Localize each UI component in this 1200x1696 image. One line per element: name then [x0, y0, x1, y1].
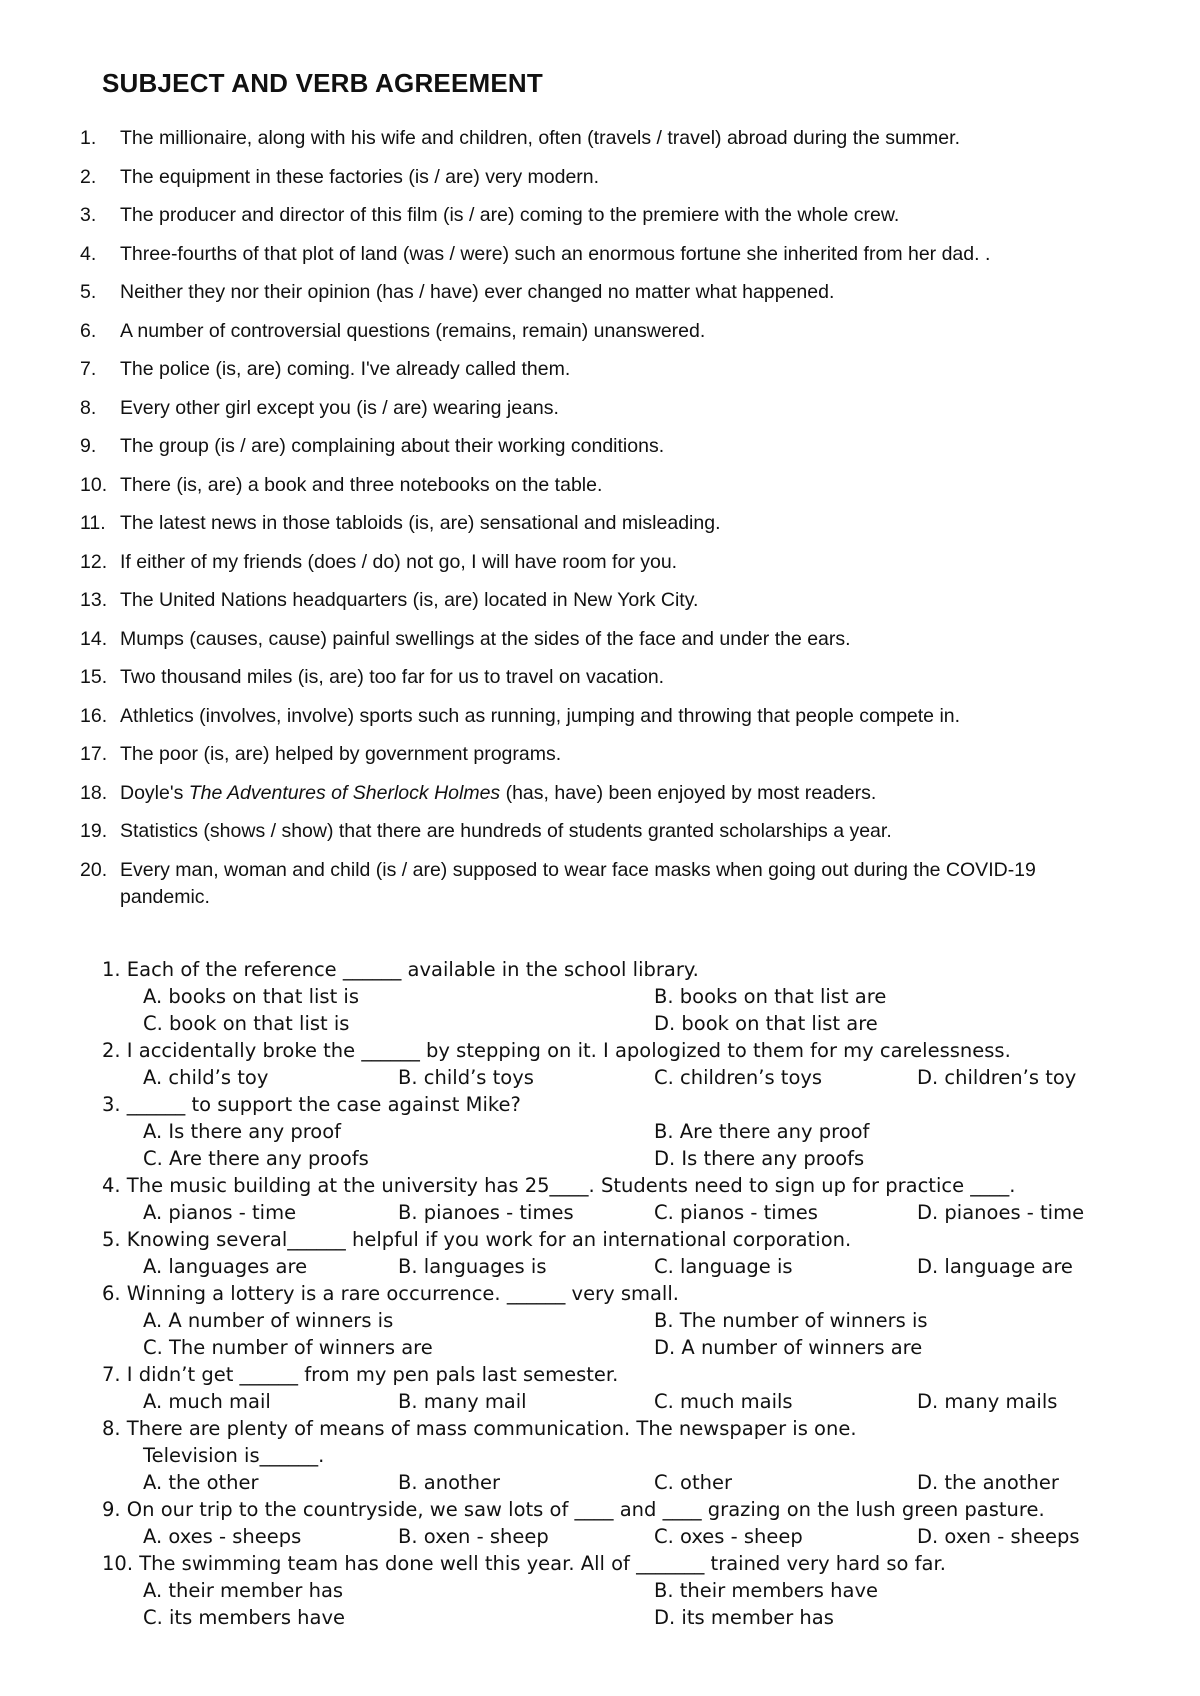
- answer-option: C. The number of winners are: [143, 1336, 433, 1359]
- question: [0, 1091, 1200, 1172]
- options-row: [0, 1388, 1200, 1415]
- question-stem: 1. Each of the reference ______ available in the school library.: [102, 958, 699, 981]
- answer-option: B. books on that list are: [654, 985, 887, 1008]
- answer-option: D. many mails: [917, 1390, 1058, 1413]
- answer-option: A. much mail: [143, 1390, 271, 1413]
- item-number: 13.: [80, 589, 108, 611]
- answer-option: B. Are there any proof: [654, 1120, 870, 1143]
- answer-option: C. other: [654, 1471, 732, 1494]
- item-number: 19.: [80, 820, 108, 842]
- item-number: 11.: [80, 512, 106, 534]
- answer-option: B. languages is: [398, 1255, 547, 1278]
- answer-option: D. children’s toy: [917, 1066, 1077, 1089]
- item-text: (has, have) been enjoyed by most readers.: [500, 781, 877, 804]
- item-text: The millionaire, along with his wife and children, often (travels / travel) abroad during the summer.: [120, 127, 960, 149]
- question: [0, 1550, 1200, 1631]
- item-text: The group (is / are) complaining about their working conditions.: [120, 435, 665, 457]
- question-stem: 9. On our trip to the countryside, we saw lots of ____ and ____ grazing on the lush green pasture.: [102, 1498, 1045, 1521]
- item-text: If either of my friends (does / do) not go, I will have room for you.: [120, 550, 678, 573]
- question-stem: 5. Knowing several______ helpful if you work for an international corporation.: [102, 1228, 852, 1251]
- question-stem: 4. The music building at the university has 25____. Students need to sign up for practice ____.: [102, 1174, 1016, 1197]
- question-stem: 10. The swimming team has done well this year. All of _______ trained very hard so far.: [102, 1552, 946, 1575]
- exercise-1-item: [80, 780, 1130, 807]
- item-text: The latest news in those tabloids (is, are) sensational and misleading.: [120, 512, 721, 534]
- exercise-1-item: [80, 395, 1130, 422]
- answer-option: C. much mails: [654, 1390, 793, 1413]
- question-stem: 7. I didn’t get ______ from my pen pals last semester.: [102, 1363, 619, 1386]
- question: [0, 1361, 1200, 1415]
- question: [0, 1496, 1200, 1550]
- options-row: [0, 1334, 1200, 1361]
- question-stem: 8. There are plenty of means of mass communication. The newspaper is one.: [102, 1417, 857, 1440]
- item-text: The producer and director of this film (is / are) coming to the premiere with the whole crew.: [120, 204, 900, 226]
- answer-option: A. books on that list is: [143, 985, 359, 1008]
- item-number: 1.: [80, 127, 97, 149]
- exercise-1-item: [80, 279, 1130, 306]
- page-title: SUBJECT AND VERB AGREEMENT: [102, 68, 543, 98]
- exercise-2-list: [0, 956, 1200, 1631]
- exercise-1-item: [80, 356, 1130, 383]
- item-number: 20.: [80, 858, 108, 881]
- options-row: [0, 1253, 1200, 1280]
- question: [0, 1280, 1200, 1361]
- options-row: [0, 1307, 1200, 1334]
- options-row: [0, 1118, 1200, 1145]
- exercise-1-item: [80, 587, 1130, 614]
- item-number: 14.: [80, 627, 108, 650]
- book-title: The Adventures of Sherlock Holmes: [188, 781, 501, 804]
- answer-option: A. the other: [143, 1471, 259, 1494]
- answer-option: A. child’s toy: [143, 1066, 269, 1089]
- item-number: 17.: [80, 743, 108, 765]
- answer-option: C. oxes - sheep: [654, 1525, 803, 1548]
- exercise-1-item: [80, 857, 1130, 911]
- item-number: 4.: [80, 242, 97, 265]
- answer-option: B. their members have: [654, 1579, 878, 1602]
- exercise-1-item: [80, 703, 1130, 730]
- exercise-1-item: [80, 164, 1130, 191]
- item-text: The police (is, are) coming. I've already called them.: [120, 358, 571, 380]
- answer-option: C. Are there any proofs: [143, 1147, 369, 1170]
- options-row: [0, 1577, 1200, 1604]
- item-number: 9.: [80, 435, 97, 457]
- options-row: [0, 1145, 1200, 1172]
- item-text: The equipment in these factories (is / are) very modern.: [120, 165, 600, 188]
- answer-option: D. the another: [917, 1471, 1059, 1494]
- question-stem-continued: Television is______.: [143, 1444, 325, 1467]
- options-row: [0, 1604, 1200, 1631]
- exercise-1-item: [80, 626, 1130, 653]
- item-number: 8.: [80, 396, 97, 419]
- item-number: 6.: [80, 319, 97, 342]
- answer-option: D. book on that list are: [654, 1012, 878, 1035]
- exercise-1-item: [80, 510, 1130, 537]
- item-text: Doyle's: [120, 781, 189, 804]
- exercise-1-item: [80, 664, 1130, 691]
- answer-option: B. child’s toys: [398, 1066, 534, 1089]
- options-row: [0, 1199, 1200, 1226]
- item-text: There (is, are) a book and three notebooks on the table.: [120, 473, 603, 496]
- options-row: [0, 1010, 1200, 1037]
- answer-option: D. language are: [917, 1255, 1073, 1278]
- question: [0, 1226, 1200, 1280]
- answer-option: C. book on that list is: [143, 1012, 350, 1035]
- exercise-1-list: [0, 125, 1200, 922]
- answer-option: D. oxen - sheeps: [917, 1525, 1080, 1548]
- item-text: Athletics (involves, involve) sports such as running, jumping and throwing that people compete in.: [120, 704, 961, 727]
- item-number: 5.: [80, 281, 97, 303]
- item-text: Statistics (shows / show) that there are hundreds of students granted scholarships a year.: [120, 820, 892, 842]
- answer-option: B. another: [398, 1471, 501, 1494]
- item-text: The United Nations headquarters (is, are) located in New York City.: [120, 589, 699, 611]
- item-number: 12.: [80, 550, 108, 573]
- item-number: 7.: [80, 358, 97, 380]
- item-text: Two thousand miles (is, are) too far for us to travel on vacation.: [120, 666, 665, 688]
- answer-option: A. their member has: [143, 1579, 344, 1602]
- exercise-1-item: [80, 741, 1130, 768]
- item-number: 16.: [80, 704, 108, 727]
- answer-option: A. languages are: [143, 1255, 308, 1278]
- question-stem: 2. I accidentally broke the ______ by stepping on it. I apologized to them for my carelessness.: [102, 1039, 1011, 1062]
- item-text: Three-fourths of that plot of land (was / were) such an enormous fortune she inherited from her dad. .: [120, 242, 991, 265]
- options-row: [0, 1469, 1200, 1496]
- options-row: [0, 1064, 1200, 1091]
- answer-option: B. The number of winners is: [654, 1309, 928, 1332]
- answer-option: D. A number of winners are: [654, 1336, 923, 1359]
- item-text: A number of controversial questions (remains, remain) unanswered.: [120, 319, 706, 342]
- answer-option: C. its members have: [143, 1606, 346, 1629]
- question: [0, 1037, 1200, 1091]
- question: [0, 956, 1200, 1037]
- answer-option: B. many mail: [398, 1390, 527, 1413]
- exercise-1-item: [80, 318, 1130, 345]
- exercise-1-item: [80, 241, 1130, 268]
- item-number: 15.: [80, 666, 108, 688]
- answer-option: D. its member has: [654, 1606, 834, 1629]
- item-text: Neither they nor their opinion (has / have) ever changed no matter what happened.: [120, 281, 835, 303]
- exercise-1-item: [80, 202, 1130, 229]
- item-text: Every other girl except you (is / are) wearing jeans.: [120, 396, 559, 419]
- answer-option: C. pianos - times: [654, 1201, 818, 1224]
- answer-option: D. Is there any proofs: [654, 1147, 865, 1170]
- answer-option: B. oxen - sheep: [398, 1525, 549, 1548]
- item-number: 10.: [80, 473, 108, 496]
- answer-option: C. language is: [654, 1255, 793, 1278]
- answer-option: C. children’s toys: [654, 1066, 823, 1089]
- exercise-1-item: [80, 125, 1130, 152]
- exercise-1-item: [80, 472, 1130, 499]
- options-row: [0, 983, 1200, 1010]
- exercise-1-item: [80, 433, 1130, 460]
- answer-option: A. pianos - time: [143, 1201, 297, 1224]
- item-text: Mumps (causes, cause) painful swellings at the sides of the face and under the ears.: [120, 627, 851, 650]
- item-number: 3.: [80, 204, 97, 226]
- item-text: The poor (is, are) helped by government programs.: [120, 743, 562, 765]
- item-number: 2.: [80, 165, 97, 188]
- exercise-1-item: [80, 818, 1130, 845]
- question: [0, 1172, 1200, 1226]
- answer-option: D. pianoes - time: [917, 1201, 1085, 1224]
- question: [0, 1415, 1200, 1496]
- options-row: [0, 1523, 1200, 1550]
- question-stem: 3. ______ to support the case against Mike?: [102, 1093, 521, 1116]
- answer-option: A. oxes - sheeps: [143, 1525, 302, 1548]
- item-number: 18.: [80, 781, 108, 804]
- answer-option: A. A number of winners is: [143, 1309, 394, 1332]
- answer-option: B. pianoes - times: [398, 1201, 574, 1224]
- question-stem: 6. Winning a lottery is a rare occurrence. ______ very small.: [102, 1282, 679, 1305]
- answer-option: A. Is there any proof: [143, 1120, 342, 1143]
- exercise-1-item: [80, 549, 1130, 576]
- item-text: Every man, woman and child (is / are) supposed to wear face masks when going out during the COVID-19 pandemic.: [120, 858, 1036, 908]
